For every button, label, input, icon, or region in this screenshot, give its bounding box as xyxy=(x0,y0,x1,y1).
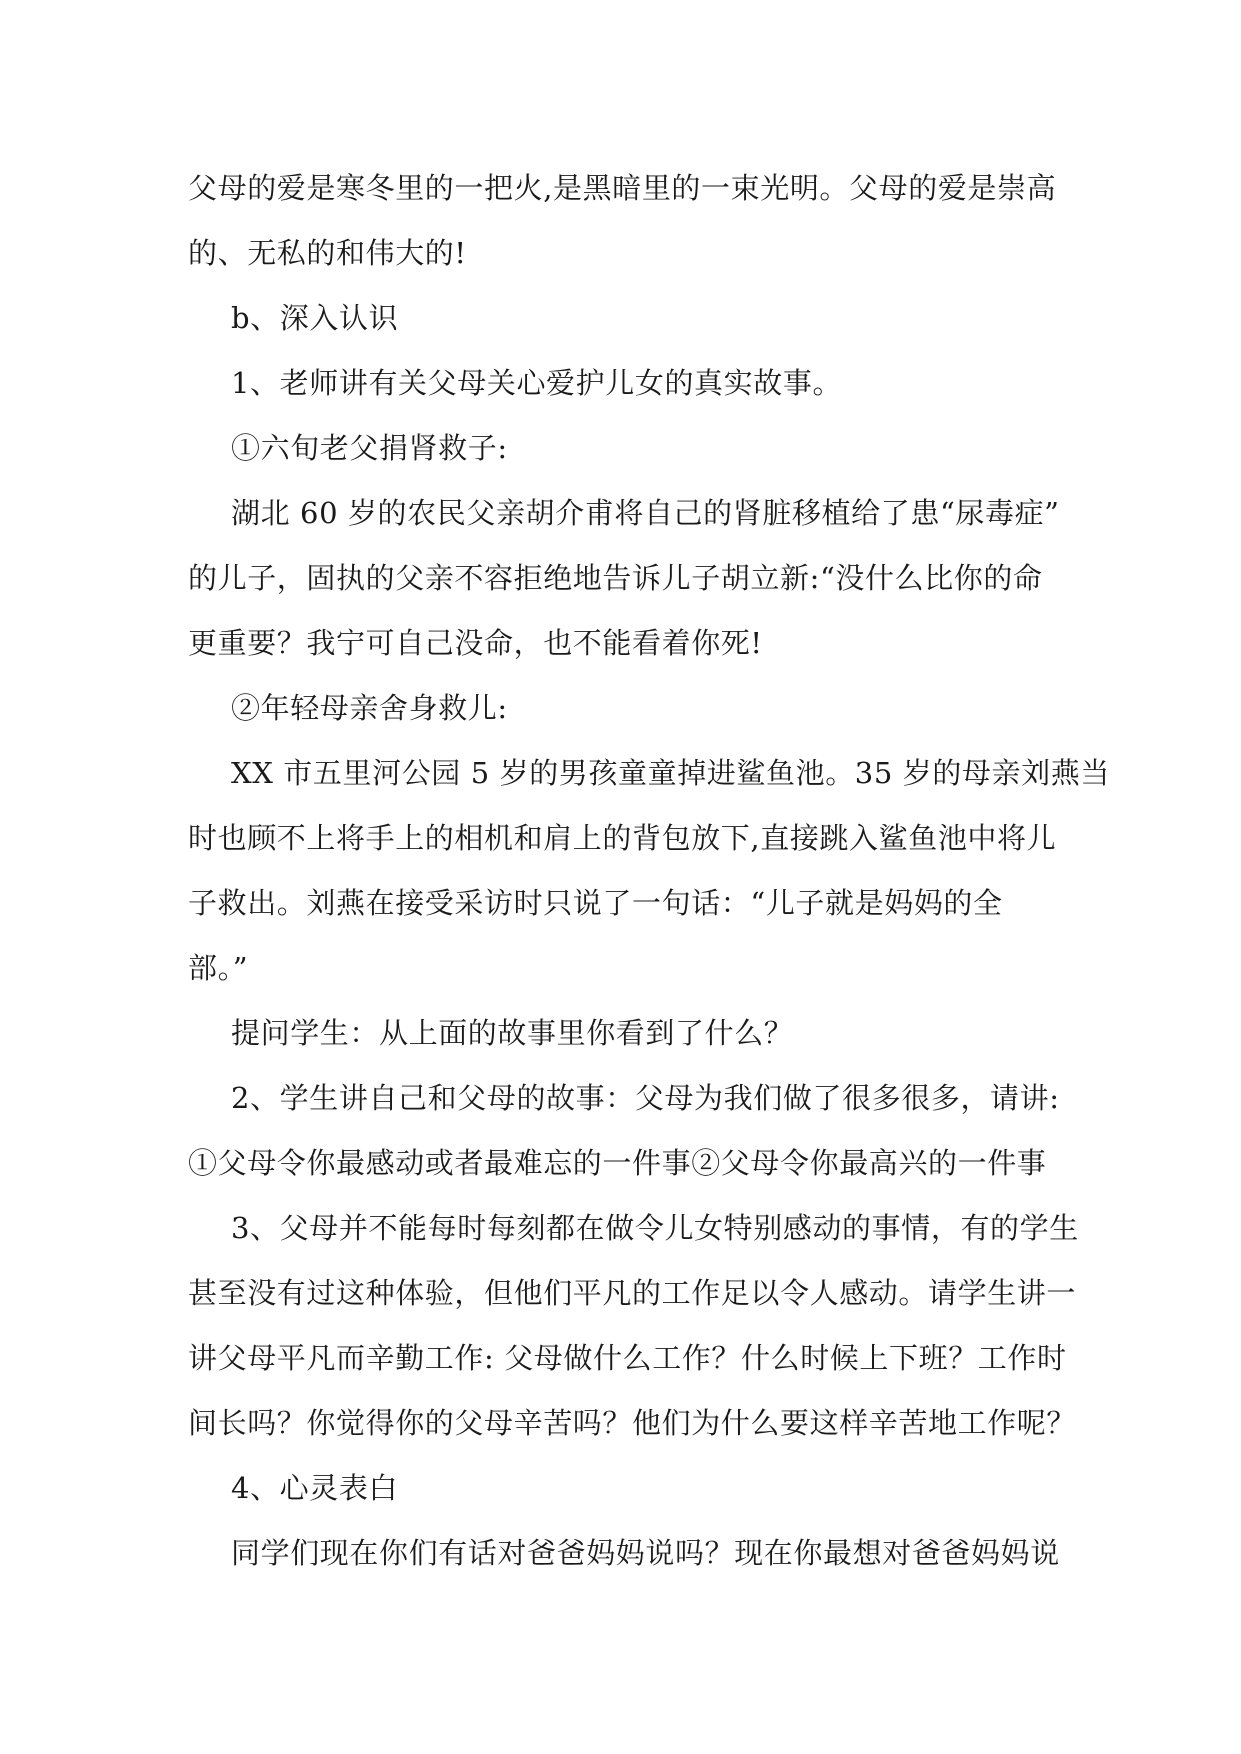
text-line: XX 市五里河公园 5 岁的男孩童童掉进鲨鱼池。35 岁的母亲刘燕当 xyxy=(231,756,1110,790)
text-line: 更重要？我宁可自己没命，也不能看着你死! xyxy=(188,626,763,660)
list-item: 4、心灵表白 xyxy=(231,1471,399,1505)
text-line: 子救出。刘燕在接受采访时只说了一句话：“儿子就是妈妈的全 xyxy=(188,886,1003,920)
list-item: 2、学生讲自己和父母的故事：父母为我们做了很多很多，请讲: xyxy=(231,1081,1060,1115)
text-line: 父母的爱是寒冬里的一把火,是黑暗里的一束光明。父母的爱是崇高 xyxy=(188,171,1057,205)
text-line: 湖北 60 岁的农民父亲胡介甫将自己的肾脏移植给了患“尿毒症” xyxy=(231,496,1060,530)
story-title: ①六旬老父捐肾救子: xyxy=(231,431,508,465)
text-line: ①父母令你最感动或者最难忘的一件事②父母令你最高兴的一件事 xyxy=(188,1146,1047,1180)
text-line: 间长吗？你觉得你的父母辛苦吗？他们为什么要这样辛苦地工作呢？ xyxy=(188,1406,1077,1440)
text-line: 甚至没有过这种体验，但他们平凡的工作足以令人感动。请学生讲一 xyxy=(188,1276,1077,1310)
text-line: 时也顾不上将手上的相机和肩上的背包放下,直接跳入鲨鱼池中将儿 xyxy=(188,821,1057,855)
section-heading: b、深入认识 xyxy=(231,301,399,335)
list-item: 1、老师讲有关父母关心爱护儿女的真实故事。 xyxy=(231,366,843,400)
text-line: 的、无私的和伟大的! xyxy=(188,236,467,270)
text-line: 部。” xyxy=(188,951,249,985)
document-page xyxy=(188,156,1110,1586)
text-line: 讲父母平凡而辛勤工作: 父母做什么工作？什么时候上下班？工作时 xyxy=(188,1341,1067,1375)
story-title: ②年轻母亲舍身救儿: xyxy=(231,691,508,725)
list-item: 3、父母并不能每时每刻都在做令儿女特别感动的事情，有的学生 xyxy=(231,1211,1079,1245)
question-line: 提问学生：从上面的故事里你看到了什么？ xyxy=(231,1016,794,1050)
text-line: 同学们现在你们有话对爸爸妈妈说吗？现在你最想对爸爸妈妈说 xyxy=(231,1536,1060,1570)
text-line: 的儿子，固执的父亲不容拒绝地告诉儿子胡立新:“没什么比你的命 xyxy=(188,561,1043,595)
